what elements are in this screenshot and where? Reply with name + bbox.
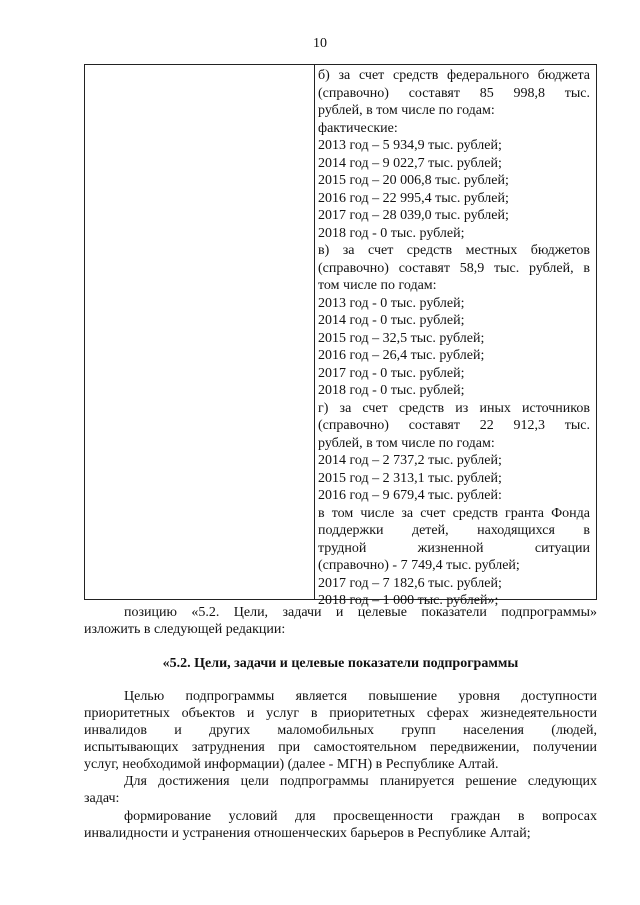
- table-line: (справочно) - 7 749,4 тыс. рублей;: [318, 558, 520, 573]
- table-line: фактические:: [318, 120, 398, 136]
- budget-table: [84, 64, 597, 608]
- table-line: 2013 год – 5 934,9 тыс. рублей;: [318, 138, 502, 153]
- table-line: в) за счет средств местных бюджетов: [318, 243, 590, 258]
- table-line: 2018 год - 0 тыс. рублей;: [318, 383, 465, 398]
- table-line: 2018 год – 1 000 тыс. рублей»;: [318, 593, 499, 608]
- paragraph-line: задач:: [84, 791, 120, 806]
- page-number: 10: [313, 36, 327, 51]
- table-line: 2013 год - 0 тыс. рублей;: [318, 295, 465, 311]
- table-line: в том числе за счет средств гранта Фонда: [318, 505, 590, 521]
- table-line: (справочно) составят 85 998,8 тыс.: [318, 85, 590, 101]
- tasks-intro-paragraph: [84, 773, 597, 807]
- table-left-cell: [85, 65, 315, 599]
- paragraph-line: Целью подпрограммы является повышение уровня доступности: [124, 689, 597, 704]
- table-line: 2016 год – 22 995,4 тыс. рублей;: [318, 190, 509, 206]
- goal-paragraph: [84, 688, 597, 773]
- position-line-2: изложить в следующей редакции:: [84, 622, 286, 637]
- table-line: 2014 год - 0 тыс. рублей;: [318, 313, 465, 328]
- table-line: 2016 год – 9 679,4 тыс. рублей:: [318, 488, 502, 503]
- table-line: том числе по годам:: [318, 278, 437, 293]
- table-line: 2015 год – 32,5 тыс. рублей;: [318, 330, 485, 346]
- table-right-cell: [318, 67, 590, 610]
- table-line: 2017 год - 0 тыс. рублей;: [318, 365, 465, 381]
- paragraph-line: Для достижения цели подпрограммы планируется решение следующих: [124, 774, 597, 789]
- paragraph-line: испытывающих затруднения при самостоятельном передвижении, получении: [84, 740, 597, 755]
- table-line: 2017 год – 7 182,6 тыс. рублей;: [318, 575, 502, 591]
- paragraph-line: формирование условий для просвещенности граждан в вопросах: [124, 809, 597, 824]
- table-line: 2014 год – 2 737,2 тыс. рублей;: [318, 453, 502, 468]
- task-1-paragraph: [84, 808, 597, 842]
- table-line: 2018 год - 0 тыс. рублей;: [318, 225, 465, 241]
- table-line: (справочно) составят 58,9 тыс. рублей, в: [318, 260, 590, 276]
- section-heading: «5.2. Цели, задачи и целевые показатели подпрограммы: [162, 656, 519, 671]
- table-line: трудной жизненной ситуации: [318, 540, 590, 556]
- table-line: рублей, в том числе по годам:: [318, 103, 495, 118]
- table-line: (справочно) составят 22 912,3 тыс.: [318, 418, 590, 433]
- table-line: б) за счет средств федерального бюджета: [318, 68, 590, 83]
- position-line-1: позицию «5.2. Цели, задачи и целевые показатели подпрограммы»: [124, 605, 597, 620]
- table-line: 2014 год – 9 022,7 тыс. рублей;: [318, 155, 502, 171]
- table-line: 2015 год – 20 006,8 тыс. рублей;: [318, 173, 509, 188]
- table-line: 2016 год – 26,4 тыс. рублей;: [318, 348, 485, 363]
- paragraph-line: инвалидов и других маломобильных групп населения (людей,: [84, 723, 597, 738]
- paragraph-line: приоритетных объектов и услуг в приоритетных сферах жизнедеятельности: [84, 706, 597, 721]
- table-line: г) за счет средств из иных источников: [318, 400, 590, 416]
- paragraph-line: инвалидности и устранения отношенческих барьеров в Республике Алтай;: [84, 826, 531, 841]
- position-instruction: [84, 604, 597, 638]
- paragraph-line: услуг, необходимой информации) (далее - МГН) в Республике Алтай.: [84, 757, 499, 772]
- table-line: поддержки детей, находящихся в: [318, 523, 590, 538]
- table-line: 2015 год – 2 313,1 тыс. рублей;: [318, 470, 502, 486]
- table-line: 2017 год – 28 039,0 тыс. рублей;: [318, 208, 509, 223]
- table-line: рублей, в том числе по годам:: [318, 435, 495, 451]
